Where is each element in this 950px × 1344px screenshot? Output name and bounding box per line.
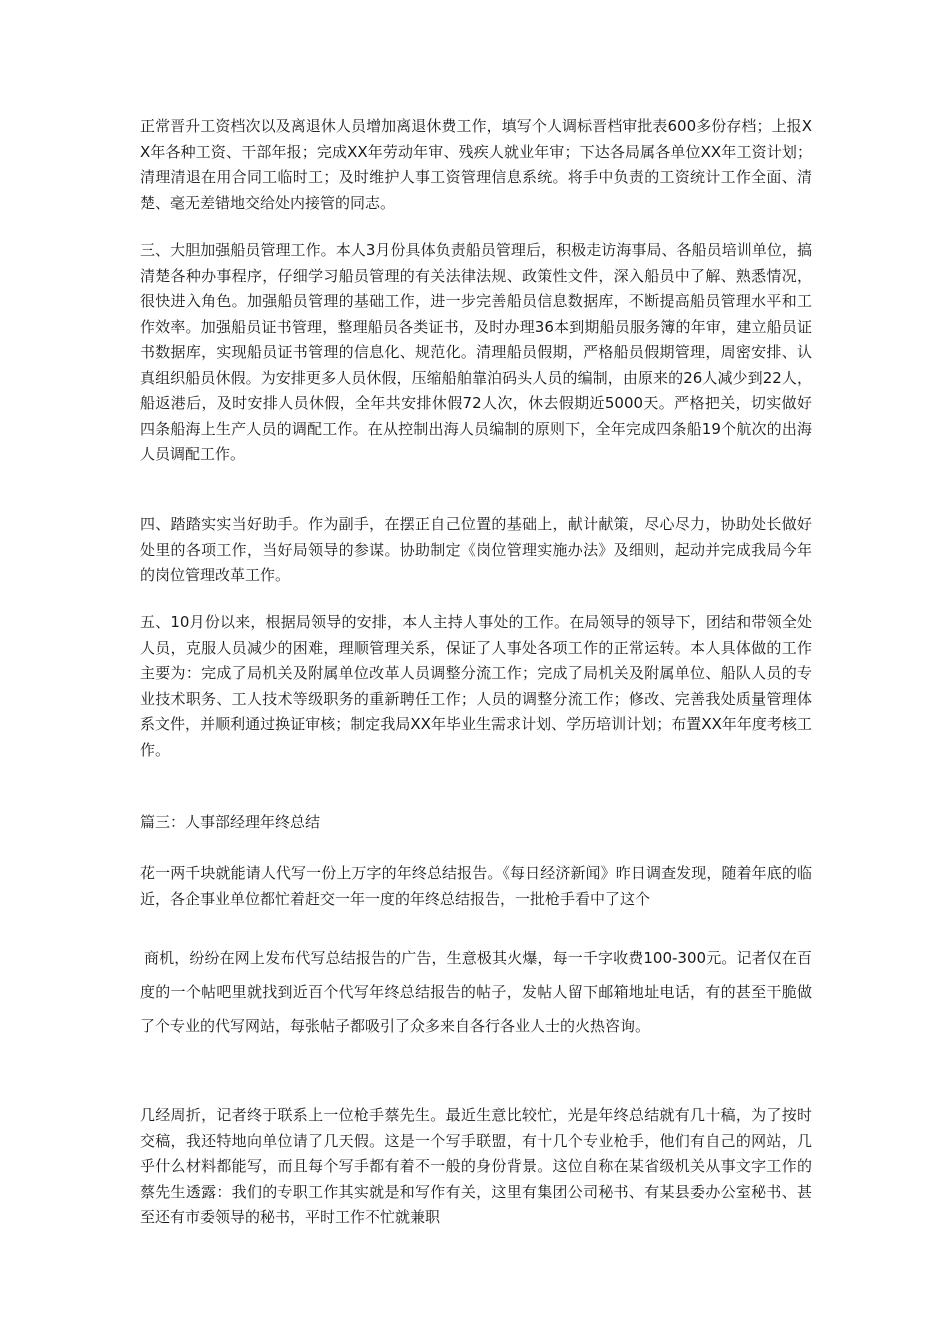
paragraph-assistant-role: 四、踏踏实实当好助手。作为副手，在摆正自己位置的基础上，献计献策，尽心尽力，协助处长做好处里的各项工作，当好局领导的参谋。协助制定《岗位管理实施办法》及细则，起动并完成我局今年的岗位管理改革工作。: [140, 515, 812, 584]
paragraph-october-work: 五、10月份以来，根据局领导的安排，本人主持人事处的工作。在局领导的领导下，团结和带领全处人员，克服人员减少的困难，理顺管理关系，保证了人事处各项工作的正常运转。本人具体做的工作主要为：完成了局机关及附属单位改革人员调整分流工作；完成了局机关及附属单位、船队人员的专业技术职务、工人技术等级职务的重新聘任工作；人员的调整分流工作；修改、完善我处质量管理体系文件，并顺利通过换证审核；制定我局XX年毕业生需求计划、学历培训计划；布置XX年年度考核工作。: [140, 613, 812, 759]
paragraph-ghostwriting-intro: 花一两千块就能请人代写一份上万字的年终总结报告。《每日经济新闻》昨日调查发现，随着年底的临近，各企事业单位都忙着赶交一年一度的年终总结报告，一批枪手看中了这个: [140, 864, 812, 908]
paragraph-ghostwriting-market: 商机，纷纷在网上发布代写总结报告的广告，生意极其火爆，每一千字收费100-300元。记者仅在百度的一个帖吧里就找到近百个代写年终总结报告的帖子，发帖人留下邮箱地址电话，有的甚至干脆做了个专业的代写网站，每张帖子都吸引了众多来自各行各业人士的火热咨询。: [140, 949, 812, 1035]
paragraph-ghostwriter-interview: 几经周折，记者终于联系上一位枪手蔡先生。最近生意比较忙，光是年终总结就有几十稿，为了按时交稿，我还特地向单位请了几天假。这是一个写手联盟，有十几个专业枪手，他们有自己的网站，几乎什么材料都能写，而且每个写手都有着不一般的身份背景。这位自称在某省级机关从事文字工作的蔡先生透露：我们的专职工作其实就是和写作有关，这里有集团公司秘书、有某县委办公室秘书、甚至还有市委领导的秘书，平时工作不忙就兼职: [140, 1106, 812, 1226]
section-title: 篇三：人事部经理年终总结: [140, 813, 321, 831]
paragraph-crew-management: 三、大胆加强船员管理工作。本人3月份具体负责船员管理后，积极走访海事局、各船员培训单位，搞清楚各种办事程序，仔细学习船员管理的有关法律法规、政策性文件，深入船员中了解、熟悉情况，很快进入角色。加强船员管理的基础工作，进一步完善船员信息数据库，不断提高船员管理水平和工作效率。加强船员证书管理，整理船员各类证书，及时办理36本到期船员服务簿的年审，建立船员证书数据库，实现船员证书管理的信息化、规范化。清理船员假期，严格船员假期管理，周密安排、认真组织船员休假。为安排更多人员休假，压缩船舶靠泊码头人员的编制，由原来的26人减少到22人，船返港后，及时安排人员休假，全年共安排休假72人次，休去假期近5000天。严格把关，切实做好四条船海上生产人员的调配工作。在从控制出海人员编制的原则下，全年完成四条船19个航次的出海人员调配工作。: [140, 241, 812, 463]
paragraph-salary-work: 正常晋升工资档次以及离退休人员增加离退休费工作，填写个人调标晋档审批表600多份存档；上报XX年各种工资、干部年报；完成XX年劳动年审、残疾人就业年审；下达各局属各单位XX年工资计划；清理清退在用合同工临时工；及时维护人事工资管理信息系统。将手中负责的工资统计工作全面、清楚、毫无差错地交给处内接管的同志。: [140, 117, 812, 212]
